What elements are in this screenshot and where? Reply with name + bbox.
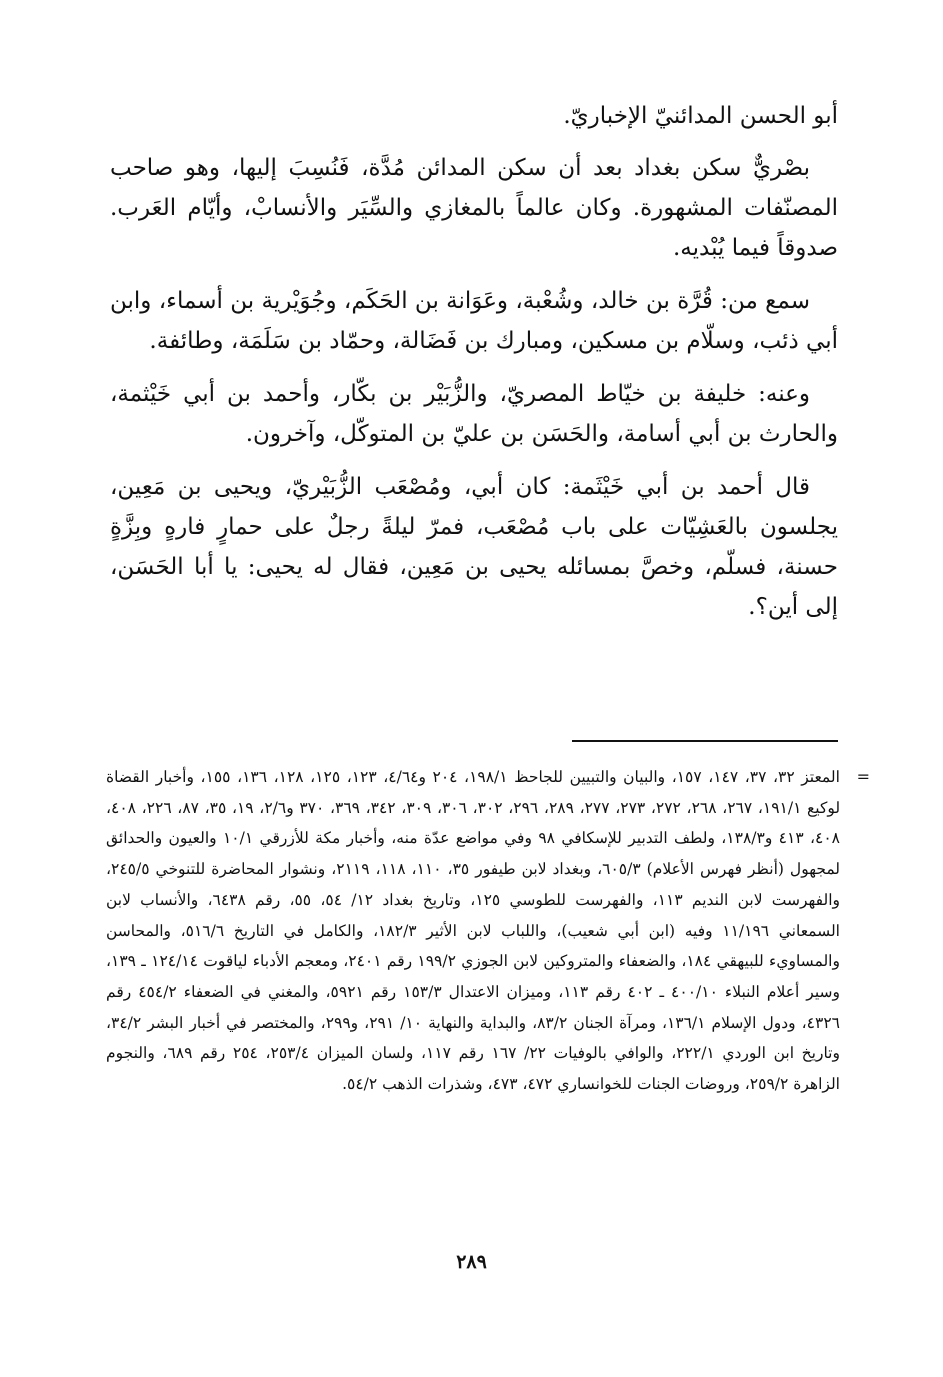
teachers-paragraph: سمع من: قُرَّة بن خالد، وشُعْبة، وعَوَانة بن الحَكَم، وجُوَيْرية بن أسماء، وابن أبي ذئب، وسلّام بن مسكين، ومبارك بن فَضَالة، وحمّاد بن سَلَمَة، وطائفة. xyxy=(110,288,838,354)
biography-paragraph: بصْريٌّ سكن بغداد بعد أن سكن المدائن مُدَّة، فَنُسِبَ إليها، وهو صاحب المصنّفات المشهورة. وكان عالماً بالمغازي والسِّيَر والأنسابْ، وأيّام العَرب. صدوقاً فيما يُبْديه. xyxy=(110,155,838,261)
main-text-block xyxy=(110,96,838,640)
footnote-divider xyxy=(572,740,838,742)
students-paragraph: وعنه: خليفة بن خيّاط المصريّ، والزُّبَيْر بن بكّار، وأحمد بن أبي خَيْثمة، والحارث بن أبي أسامة، والحَسَن بن عليّ بن المتوكّل، وآخرون. xyxy=(110,381,838,447)
anecdote-paragraph: قال أحمد بن أبي خَيْثَمة: كان أبي، ومُصْعَب الزُّبَيْريّ، ويحيى بن مَعِين، يجلسون بالعَشِيّات على باب مُصْعَب، فمرّ ليلةً رجلٌ على حمارٍ فارهٍ وبِزَّةٍ حسنة، فسلّم، وخصَّ بمسائله يحيى بن مَعِين، فقال له يحيى: يا أبا الحَسَن، إلى أين؟. xyxy=(110,474,838,620)
footnote-text: المعتز ٣٢، ٣٧، ١٤٧، ١٥٧، والبيان والتبيين للجاحظ ١٩٨/١، ٢٠٤ و٤/٦٤، ١٢٣، ١٢٥، ١٢٨، ١٣٦، ١٥٥، وأخبار القضاة لوكيع ١٩١/١، ٢٦٧، ٢٦٨، ٢٧٢، ٢٧٣، ٢٧٧، ٢٨٩، ٢٩٦، ٣٠٢، ٣٠٦، ٣٠٩، ٣٤٢، ٣٦٩، ٣٧٠ و٢/٦، ١٩، ٣٥، ٨٧، ٢٢٦، ٤٠٨، ٤٠٨، ٤١٣ و١٣٨/٣، ولطف التدبير للإسكافي ٩٨ وفي مواضع عدّة منه، وأخبار مكة للأزرقي ١٠/١ والعيون والحدائق لمجهول (أنظر فهرس الأعلام) ٦٠٥/٣، وبغداد لابن طيفور ٣٥، ١١٠، ١١٨، ٢١١٩، ونشوار المحاضرة للتنوخي ٢٤٥/٥، والفهرست لابن النديم ١١٣، والفهرست للطوسي ١٢٥، وتاريخ بغداد ١٢/ ٥٤، ٥٥، رقم ٦٤٣٨، والأنساب لابن السمعاني ١١/١٩٦ وفيه (ابن أبي شعيب)، واللباب لابن الأثير ١٨٢/٣، والكامل في التاريخ ٥١٦/٦، والمحاسن والمساويء للبيهقي ١٨٤، والضعفاء والمتروكين لابن الجوزي ١٩٩/٢ رقم ٢٤٠١، ومعجم الأدباء لياقوت ١٢٤/١٤ ـ ١٣٩، وسير أعلام النبلاء ٤٠٠/١٠ ـ ٤٠٢ رقم ١١٣، وميزان الاعتدال ١٥٣/٣ رقم ٥٩٢١، والمغني في الضعفاء ٤٥٤/٢ رقم ٤٣٢٦، ودول الإسلام ١٣٦/١، ومرآة الجنان ٨٣/٢، والبداية والنهاية ١٠/ ٢٩١، و٢٩٩، والمختصر في أخبار البشر ٣٤/٢، وتاريخ ابن الوردي ٢٢٢/١، والوافي بالوفيات ٢٢/ ١٦٧ رقم ١١٧، ولسان الميزان ٢٥٣/٤، ٢٥٤ رقم ٦٨٩، والنجوم الزاهرة ٢٥٩/٢، وروضات الجنات للخوانساري ٤٧٢، ٤٧٣، وشذرات الذهب ٥٤/٢. xyxy=(106,768,841,1094)
footnotes-block xyxy=(106,762,870,1100)
footnote-continuation-marker: = xyxy=(856,767,870,786)
page-number: ٢٨٩ xyxy=(456,1251,487,1273)
entry-heading: أبو الحسن المدائنيّ الإخباريّ. xyxy=(563,103,838,129)
